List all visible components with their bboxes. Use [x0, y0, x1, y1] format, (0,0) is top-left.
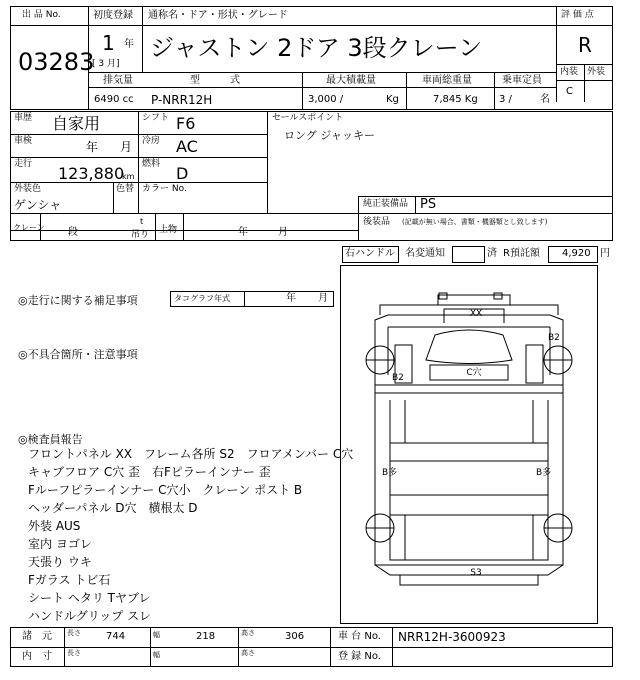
damage-mark: B2 — [548, 333, 560, 343]
interior-score: C — [566, 86, 573, 97]
first-registration-month: [ 3 月] — [92, 59, 120, 69]
inspector-line: シート ヘタリ Tヤブレ — [28, 591, 151, 605]
damage-mark: XX — [469, 309, 483, 319]
height-label: 高さ — [241, 629, 255, 637]
ac-label: 冷房 — [142, 136, 161, 146]
upper-month: 月 — [278, 227, 288, 238]
max-load-label: 最大積載量 — [326, 75, 376, 86]
width-label: 幅 — [153, 631, 160, 639]
inspector-line: ヘッダーパネル D穴 横根太 D — [28, 501, 198, 515]
inspector-line: 天張り ウキ — [28, 555, 92, 569]
width-value: 218 — [196, 631, 216, 642]
length-value: 744 — [106, 631, 126, 642]
tachograph-month: 月 — [318, 293, 328, 304]
recycle-deposit-unit: 円 — [600, 248, 610, 259]
model-label: 型 式 — [190, 75, 240, 86]
inner-length-label: 長さ — [67, 649, 81, 657]
inspector-line: ハンドルグリップ スレ — [28, 609, 152, 623]
equipment-value: PS — [420, 197, 437, 212]
sales-point: ロング ジャッキー — [284, 129, 376, 142]
color-label: 外装色 — [14, 184, 42, 194]
car-name: ジャストン 2ドア 3段クレーン — [150, 34, 483, 62]
inner-height-label: 高さ — [241, 649, 255, 657]
inspector-line: 室内 ヨゴレ — [28, 537, 92, 551]
inspection-label: 車検 — [14, 136, 33, 146]
ac-value: AC — [176, 137, 198, 156]
shift-label: シフト — [142, 113, 170, 123]
damage-mark: S3 — [470, 568, 482, 578]
upper-equipment-label: 上物 — [159, 225, 178, 235]
equipment-label: 純正装備品 — [363, 199, 409, 209]
inspector-line: キャブフロア C穴 歪 右Fピラーインナー 歪 — [28, 465, 271, 479]
length-label: 長さ — [67, 629, 81, 637]
tachograph-label: タコグラフ年式 — [174, 294, 230, 303]
damage-mark: B2 — [392, 373, 404, 383]
registration-label: 登 録 No. — [338, 651, 381, 662]
defects-label: ◎不具合箇所・注意事項 — [18, 348, 138, 361]
inspection-year: 年 — [86, 140, 99, 154]
gross-weight: 7,845 Kg — [433, 94, 478, 105]
gross-weight-label: 車両総重量 — [422, 75, 472, 86]
shift-value: F6 — [176, 114, 196, 133]
crane-ton-unit: 吊り — [131, 230, 150, 240]
dimensions-label: 諸 元 — [22, 631, 52, 642]
recycle-deposit-amount: 4,920 — [562, 248, 591, 259]
exterior-score-label: 外装 — [587, 67, 606, 77]
name-change-label: 名変通知 — [405, 248, 445, 259]
damage-mark: C穴 — [466, 368, 482, 378]
displacement: 6490 cc — [94, 94, 134, 105]
mileage: 123,880 — [58, 164, 125, 183]
aftermarket-label: 後装品 — [363, 217, 391, 227]
first-registration-year: 1 — [102, 31, 115, 55]
inspector-line: フロントパネル XX フレーム各所 S2 フロアメンバー C穴 — [28, 447, 354, 461]
displacement-label: 排気量 — [103, 75, 133, 86]
fuel-label: 燃料 — [142, 159, 161, 169]
recycle-deposit-mark: 済 — [487, 248, 497, 259]
max-load-unit: Kg — [386, 94, 399, 105]
sales-point-label: セールスポイント — [272, 113, 344, 123]
damage-mark: B多 — [536, 468, 552, 478]
recycle-deposit-label: R預託額 — [503, 248, 540, 259]
overall-score: R — [578, 33, 592, 57]
chassis-number: NRR12H-3600923 — [398, 630, 506, 644]
lot-number: 03283 — [18, 48, 95, 76]
crane-stage-unit: 段 — [68, 227, 78, 238]
capacity-label: 乗車定員 — [502, 75, 542, 86]
inspector-line: 外装 AUS — [28, 519, 81, 533]
tachograph-year: 年 — [286, 293, 296, 304]
first-registration-label: 初度登録 — [93, 10, 133, 21]
capacity: 3 / — [499, 94, 512, 105]
model-code: P-NRR12H — [151, 93, 213, 107]
truck-diagram — [340, 265, 598, 624]
crane-ton-mark: t — [140, 217, 144, 226]
aftermarket-note: (記載が無い場合、書類・機器類とし致します) — [402, 218, 548, 226]
height-value: 306 — [285, 631, 305, 642]
chassis-label: 車 台 No. — [338, 631, 381, 642]
score-label: 評 価 点 — [561, 10, 594, 20]
inner-width-label: 幅 — [153, 651, 160, 659]
damage-mark: B多 — [382, 468, 398, 478]
exterior-color: ゲンシャ — [14, 198, 62, 212]
car-title-label: 通称名・ドア・形状・グレード — [148, 10, 288, 21]
driving-notes-label: ◎走行に関する補足事項 — [18, 294, 138, 307]
lot-number-label: 出 品 No. — [22, 10, 61, 20]
crane-label: クレーン — [13, 223, 45, 232]
max-load: 3,000 / — [308, 94, 344, 105]
color-change-label: 色替 — [116, 184, 135, 194]
interior-score-label: 内装 — [560, 67, 579, 77]
mileage-unit: km — [122, 172, 135, 181]
capacity-unit: 名 — [540, 94, 550, 105]
inner-dimensions-label: 内 寸 — [22, 651, 52, 662]
fuel-value: D — [176, 164, 189, 183]
vehicle-history: 自家用 — [52, 114, 101, 133]
color-code-label: カラー No. — [142, 184, 187, 194]
mileage-label: 走行 — [14, 159, 33, 169]
first-registration-year-unit: 年 — [124, 39, 134, 50]
history-label: 車歴 — [14, 113, 33, 123]
name-change-box — [452, 246, 485, 263]
inspector-report-label: ◎検査員報告 — [18, 433, 83, 446]
inspector-line: Fガラス トビ石 — [28, 573, 111, 587]
inspection-month: 月 — [120, 140, 133, 154]
steering: 右ハンドル — [345, 248, 395, 259]
upper-year: 年 — [238, 227, 248, 238]
inspector-line: Fルーフピラーインナー C穴小 クレーン ポスト B — [28, 483, 303, 497]
